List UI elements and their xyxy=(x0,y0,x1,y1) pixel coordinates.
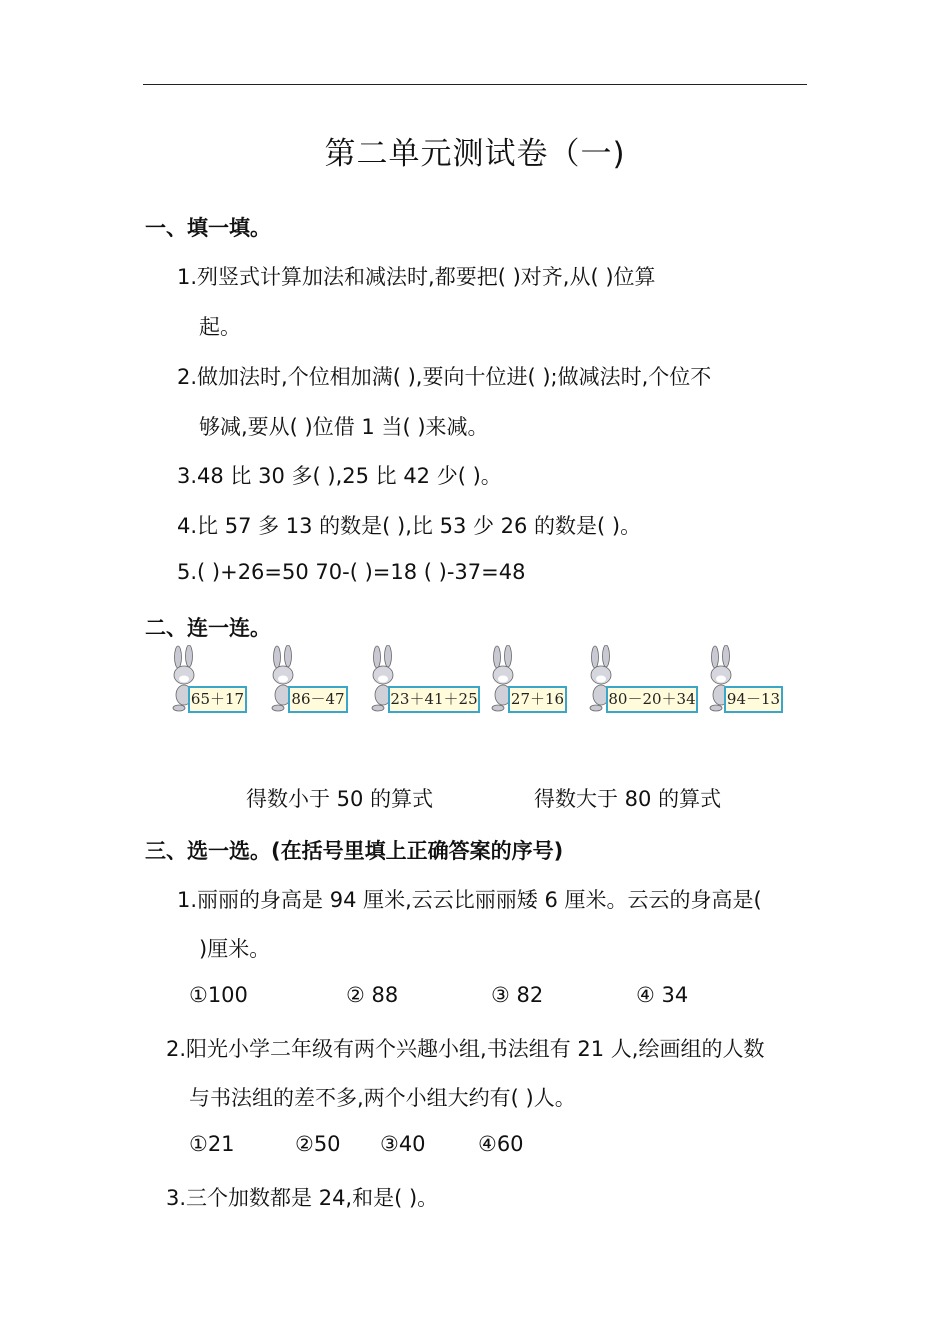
option: ④ 34 xyxy=(636,983,689,1007)
s3-q3: 3.三个加数都是 24,和是( )。 xyxy=(166,1186,439,1210)
option: ②50 xyxy=(295,1132,341,1156)
s3-q2-line2: 与书法组的差不多,两个小组大约有( )人。 xyxy=(189,1086,576,1110)
rabbit-card-4 xyxy=(486,645,568,715)
s1-q2-line2: 够减,要从( )位借 1 当( )来减。 xyxy=(199,415,489,439)
s1-q2-line1: 2.做加法时,个位相加满( ),要向十位进( );做减法时,个位不 xyxy=(177,365,712,389)
category-less-than-50: 得数小于 50 的算式 xyxy=(246,787,434,811)
expression-tag: 27＋16 xyxy=(508,686,567,713)
rabbit-card-1 xyxy=(167,645,249,715)
s3-q2-options xyxy=(189,1132,589,1162)
page-title: 第二单元测试卷（一) xyxy=(324,136,626,172)
rabbit-card-6 xyxy=(704,645,784,715)
option: ④60 xyxy=(478,1132,524,1156)
section-3-heading: 三、选一选。(在括号里填上正确答案的序号) xyxy=(145,839,564,863)
expression-tag: 86－47 xyxy=(288,686,348,713)
s3-q1-options xyxy=(189,983,749,1013)
s1-q1-line1: 1.列竖式计算加法和减法时,都要把( )对齐,从( )位算 xyxy=(177,265,656,289)
s1-q1-line2: 起。 xyxy=(199,315,241,339)
section-2-heading: 二、连一连。 xyxy=(145,616,271,640)
s1-q3: 3.48 比 30 多( ),25 比 42 少( )。 xyxy=(177,464,502,488)
option: ② 88 xyxy=(346,983,399,1007)
option: ③40 xyxy=(380,1132,426,1156)
option: ③ 82 xyxy=(491,983,544,1007)
s1-q5: 5.( )+26=50 70-( )=18 ( )-37=48 xyxy=(177,560,526,584)
rabbit-card-3 xyxy=(366,645,482,715)
s1-q4: 4.比 57 多 13 的数是( ),比 53 少 26 的数是( )。 xyxy=(177,514,642,538)
option: ①21 xyxy=(189,1132,235,1156)
s3-q1-line2: )厘米。 xyxy=(199,937,271,961)
option: ①100 xyxy=(189,983,248,1007)
s3-q2-line1: 2.阳光小学二年级有两个兴趣小组,书法组有 21 人,绘画组的人数 xyxy=(166,1037,765,1061)
section-1-heading: 一、填一填。 xyxy=(145,216,271,240)
top-rule xyxy=(143,84,807,85)
expression-tag: 65＋17 xyxy=(188,686,247,713)
s3-q1-line1: 1.丽丽的身高是 94 厘米,云云比丽丽矮 6 厘米。云云的身高是( xyxy=(177,888,762,912)
expression-tag: 23＋41＋25 xyxy=(388,686,480,713)
rabbit-card-5 xyxy=(584,645,700,715)
rabbit-card-2 xyxy=(266,645,350,715)
category-greater-than-80: 得数大于 80 的算式 xyxy=(534,787,722,811)
expression-tag: 94－13 xyxy=(724,686,783,713)
expression-tag: 80－20＋34 xyxy=(606,686,698,713)
